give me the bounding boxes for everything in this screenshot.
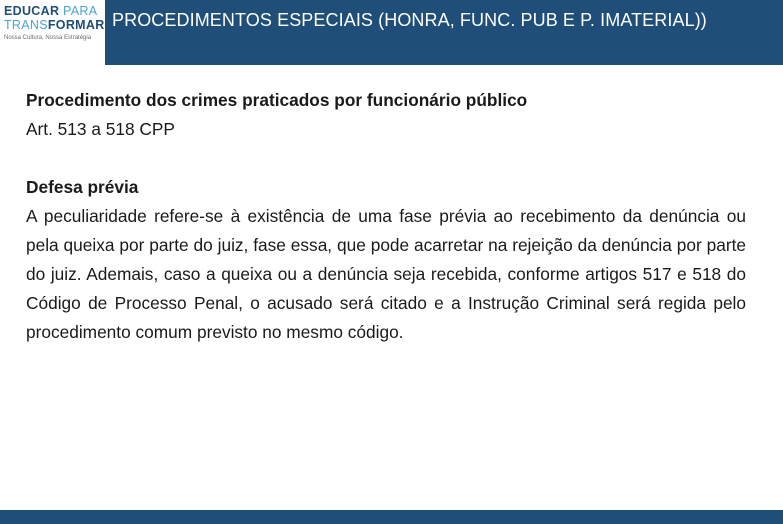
logo-line1 (4, 4, 97, 18)
logo-word-para: PARA (59, 4, 98, 18)
section2-heading: Defesa prévia (26, 177, 139, 197)
logo-tagline: Nossa Cultura, Nossa Estratégia (4, 35, 92, 41)
logo-word-trans: TRANS (4, 18, 48, 32)
footer-bar (0, 510, 783, 524)
section1-subtitle: Art. 513 a 518 CPP (26, 119, 175, 139)
spacer (26, 144, 746, 173)
logo-word-formar: FORMAR (47, 18, 105, 32)
page-title: PROCEDIMENTOS ESPECIAIS (HONRA, FUNC. PUB E P. IMATERIAL)) (112, 10, 707, 30)
logo (0, 0, 105, 65)
header-bar (0, 0, 783, 65)
section2-body: A peculiaridade refere-se à existência de uma fase prévia ao recebimento da denúncia ou pela queixa por parte do juiz, fase essa, que pode acarretar na rejeição da denúncia por parte do juiz. Ademais, caso a queixa ou a denúncia seja recebida, conforme artigos 517 e 518 do Código de Processo Penal, o acusado será citado e a Instrução Criminal será regida pelo procedimento comum previsto no mesmo código. (26, 206, 746, 342)
logo-line2 (4, 18, 105, 32)
logo-word-educar: EDUCAR (4, 4, 60, 18)
section1-heading: Procedimento dos crimes praticados por funcionário público (26, 90, 528, 110)
slide-content (26, 86, 746, 347)
